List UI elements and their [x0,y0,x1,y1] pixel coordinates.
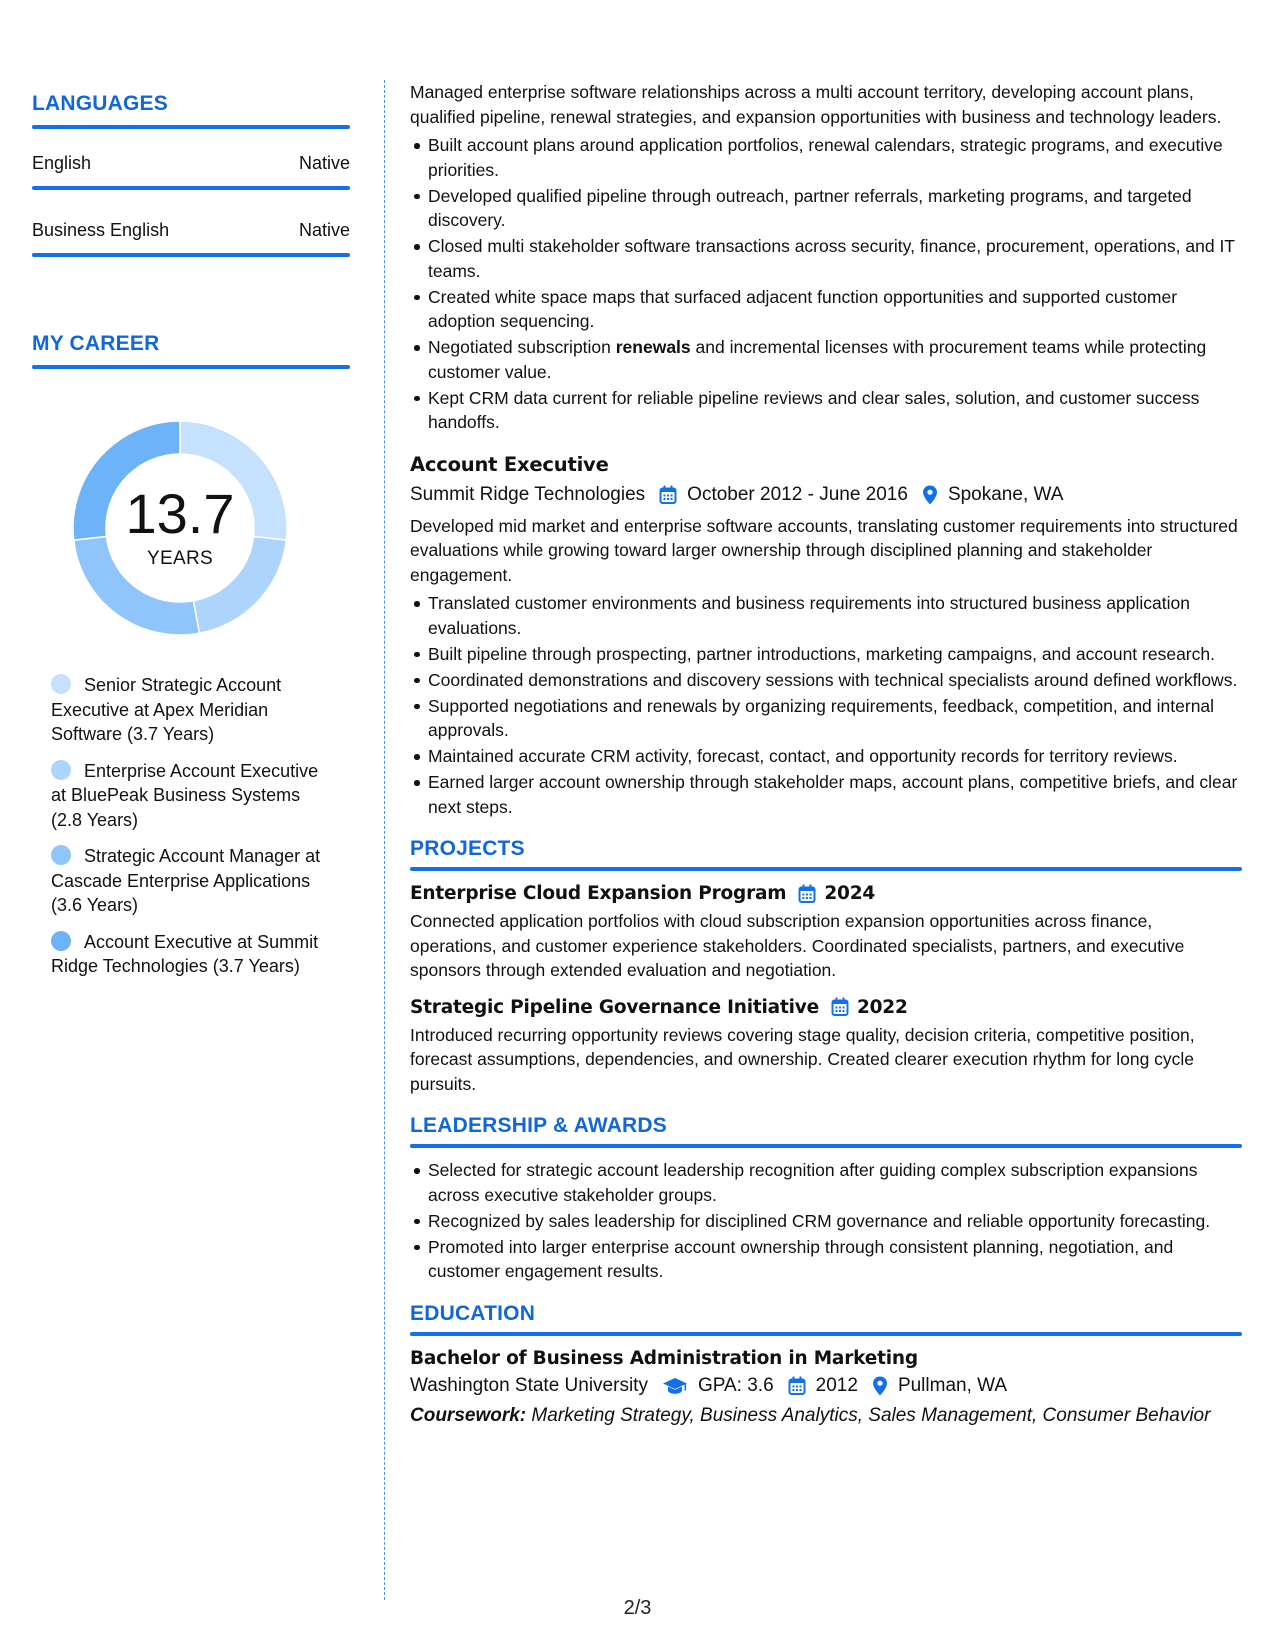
bullet-item: Earned larger account ownership through stakeholder maps, account plans, competitive briefs, and clear next steps. [428,770,1242,819]
legend-item [51,673,331,747]
legend-swatch [51,674,71,694]
bullet-item: Selected for strategic account leadership recognition after guiding complex subscription expansions across executive stakeholder groups. [428,1158,1242,1207]
project-name: Strategic Pipeline Governance Initiative [410,996,819,1018]
legend-swatch [51,845,71,865]
bullet-text: and incremental licenses with procurement teams while protecting customer value. [428,337,1207,382]
donut-center [65,413,295,643]
projects-section [410,837,1242,1096]
career-legend [51,673,331,979]
bullet-item [428,335,1242,384]
project-year: 2022 [856,996,908,1018]
legend-label: Strategic Account Manager at Cascade Enterprise Applications (3.6 Years) [51,846,321,915]
company-name: Summit Ridge Technologies [410,483,646,505]
coursework [410,1403,1242,1428]
project-year: 2024 [824,883,876,904]
calendar-icon [831,997,849,1017]
legend-item [51,930,331,979]
languages-section [32,92,350,257]
graduation-cap-icon [662,1377,688,1395]
column-divider [384,80,385,1600]
bullet-item: Promoted into larger enterprise account ownership through consistent planning, negotiation, and customer engagement results. [428,1235,1242,1284]
bullet-item: Closed multi stakeholder software transactions across security, finance, procurement, operations, and IT teams. [428,234,1242,283]
bullet-item: Maintained accurate CRM activity, forecast, contact, and opportunity records for territory reviews. [428,744,1242,769]
education-meta [410,1375,1242,1397]
job-bullets [410,591,1242,819]
section-title-languages: LANGUAGES [32,92,168,115]
job-meta [410,484,1242,506]
calendar-icon [798,884,816,904]
degree-title: Bachelor of Business Administration in Marketing [410,1347,918,1369]
bullet-item: Recognized by sales leadership for disciplined CRM governance and reliable opportunity forecasting. [428,1209,1242,1234]
job-summary: Managed enterprise software relationships across a multi account territory, developing account plans, qualified pipeline, renewal strategies, and expansion opportunities with business and technology leaders. [410,82,1222,127]
legend-swatch [51,931,71,951]
gpa: GPA: 3.6 [697,1374,774,1396]
project-name: Enterprise Cloud Expansion Program [410,883,787,904]
job-dates: October 2012 - June 2016 [687,483,908,505]
bullet-item: Supported negotiations and renewals by organizing requirements, feedback, competition, and internal approvals. [428,694,1242,743]
page-number: 2/3 [623,1597,652,1619]
project-description: Introduced recurring opportunity reviews covering stage quality, decision criteria, competitive position, forecast assumptions, dependencies, and ownership. Created clearer execution rhythm for long cycle pursuits. [410,1024,1195,1094]
job-bullets [410,133,1242,435]
language-level: Native [298,153,350,173]
language-name: Business English [32,220,170,240]
language-row [32,129,350,186]
language-rule [32,253,350,257]
bullet-item: Created white space maps that surfaced adjacent function opportunities and supported customer adoption sequencing. [428,285,1242,334]
language-level: Native [298,220,350,240]
legend-swatch [51,760,71,780]
section-title-education: EDUCATION [410,1301,536,1325]
legend-label: Senior Strategic Account Executive at Apex Meridian Software (3.7 Years) [51,675,282,744]
job-summary: Developed mid market and enterprise software accounts, translating customer requirements into structured evaluations while growing toward larger ownership through disciplined planning and stakeholder engagement. [410,515,1238,585]
job-title: Account Executive [410,452,609,476]
bullet-item: Developed qualified pipeline through outreach, partner referrals, marketing programs, and targeted discovery. [428,184,1242,233]
calendar-icon [788,1376,806,1396]
language-row [32,190,350,253]
project-title [410,997,1242,1018]
section-rule [410,1144,1242,1148]
section-title-career: MY CAREER [32,332,160,355]
experience-account-executive [410,453,1242,820]
calendar-icon [659,485,677,505]
map-pin-icon [872,1376,888,1396]
section-title-awards: LEADERSHIP & AWARDS [410,1114,667,1137]
bullet-text: Negotiated subscription [428,337,616,357]
legend-item [51,844,331,918]
bullet-item: Translated customer environments and business requirements into structured business application evaluations. [428,591,1242,640]
legend-item [51,759,331,833]
job-location: Spokane, WA [947,483,1064,505]
bullet-emphasis: renewals [615,337,691,357]
bullet-item: Built pipeline through prospecting, partner introductions, marketing campaigns, and account research. [428,642,1242,667]
award-bullets [410,1158,1242,1284]
experience-previous [410,80,1242,435]
left-column [32,92,350,991]
bullet-item: Kept CRM data current for reliable pipeline reviews and clear sales, solution, and customer success handoffs. [428,386,1242,435]
right-column [410,80,1242,1428]
graduation-year: 2012 [815,1374,858,1396]
school-name: Washington State University [410,1374,648,1396]
career-total-years: 13.7 [125,482,235,545]
awards-section [410,1114,1242,1284]
career-donut-chart [65,413,295,643]
education-section [410,1302,1242,1428]
project-title [410,883,1242,904]
section-rule [410,867,1242,871]
school-location: Pullman, WA [897,1374,1008,1396]
map-pin-icon [922,485,938,505]
legend-label: Enterprise Account Executive at BluePeak Business Systems (2.8 Years) [51,760,319,830]
bullet-item: Built account plans around application portfolios, renewal calendars, strategic programs, and executive priorities. [428,133,1242,182]
coursework-list: Marketing Strategy, Business Analytics, Sales Management, Consumer Behavior [526,1404,1211,1426]
section-rule [32,365,350,369]
legend-label: Account Executive at Summit Ridge Technologies (3.7 Years) [51,931,319,976]
language-name: English [32,153,92,173]
project-description: Connected application portfolios with cloud subscription expansion opportunities across finance, operations, and customer experience stakeholders. Coordinated specialists, partners, and executive sponsors through extended evaluation and negotiation. [410,911,1185,980]
career-total-unit: YEARS [147,548,213,569]
section-title-projects: PROJECTS [410,837,525,860]
coursework-label: Coursework: [410,1404,527,1426]
section-rule [410,1332,1242,1336]
career-section [32,332,350,979]
bullet-item: Coordinated demonstrations and discovery sessions with technical specialists around defined workflows. [428,668,1242,693]
